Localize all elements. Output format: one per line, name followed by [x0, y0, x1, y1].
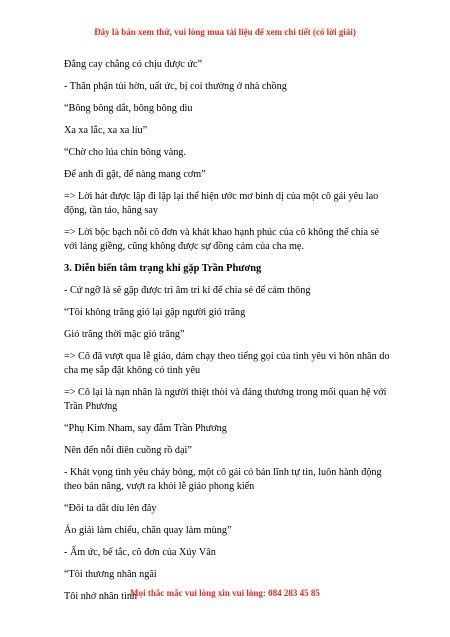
paragraph: “Tôi thương nhân ngãi [64, 569, 157, 580]
paragraph: Ảo giải làm chiếu, chăn quay làm mùng” [64, 525, 232, 536]
document-body [64, 58, 394, 612]
paragraph: Để anh đi gặt, để nàng mang cơm” [64, 169, 206, 180]
paragraph: Xa xa lắc, xa xa líu” [64, 125, 148, 136]
paragraph: => Lời hát được lặp đi lặp lại thể hiện ước mơ bình dị của một cô gái yêu lao động, tần tảo, hăng say [64, 191, 379, 216]
paragraph: “Bông bông dắt, bông bông dìu [64, 103, 193, 114]
paragraph: “Tôi không trăng gió lại gặp người gió trăng [64, 307, 246, 318]
paragraph: “Đôi ta dắt díu lên đây [64, 503, 157, 514]
section-heading: 3. Diễn biến tâm trạng khi gặp Trần Phương [64, 263, 262, 274]
paragraph: - Ấm ức, bế tắc, cô đơn của Xúy Vân [64, 547, 216, 558]
paragraph: Đắng cay chẳng có chịu được ức” [64, 59, 203, 70]
paragraph: - Thân phận tủi hờn, uất ức, bị coi thường ở nhà chồng [64, 81, 287, 92]
paragraph: Nên đến nỗi điên cuồng rồ dại” [64, 445, 192, 456]
paragraph: - Khát vọng tình yêu cháy bỏng, một cô gái có bản lĩnh tự tin, luôn hành động theo bản năng, vượt ra khỏi lễ giáo phong kiến [64, 467, 382, 492]
paragraph: - Cứ ngỡ là sẽ gặp được tri âm tri kỉ để chia sẻ để cảm thông [64, 285, 311, 296]
paragraph: => Cô lại là nạn nhân là người thiệt thòi và đáng thương trong mối quan hệ với Trần Phương [64, 387, 387, 412]
preview-notice: Đây là bản xem thử, vui lòng mua tài liệu để xem chi tiết (có lời giải) [94, 27, 356, 37]
paragraph: => Lời bộc bạch nỗi cô đơn và khát khao hạnh phúc của cô không thể chia sẻ với láng giềng, cũng không được sự đồng cảm của cha mẹ. [64, 227, 380, 252]
paragraph: “Chờ cho lúa chín bông vàng. [64, 147, 186, 158]
paragraph: Tôi nhớ nhân tình [64, 591, 138, 602]
paragraph: => Cô đã vượt qua lễ giáo, dám chạy theo tiếng gọi của tình yêu vì hôn nhân do cha mẹ sắp đặt không có tình yêu [64, 351, 390, 376]
contact-notice: Mọi thắc mắc vui lòng xin vui lòng: 084 283 45 85 [130, 588, 320, 598]
paragraph: “Phụ Kim Nham, say đắm Trần Phương [64, 423, 227, 434]
paragraph: Gió trăng thời mặc gió trăng” [64, 329, 185, 340]
